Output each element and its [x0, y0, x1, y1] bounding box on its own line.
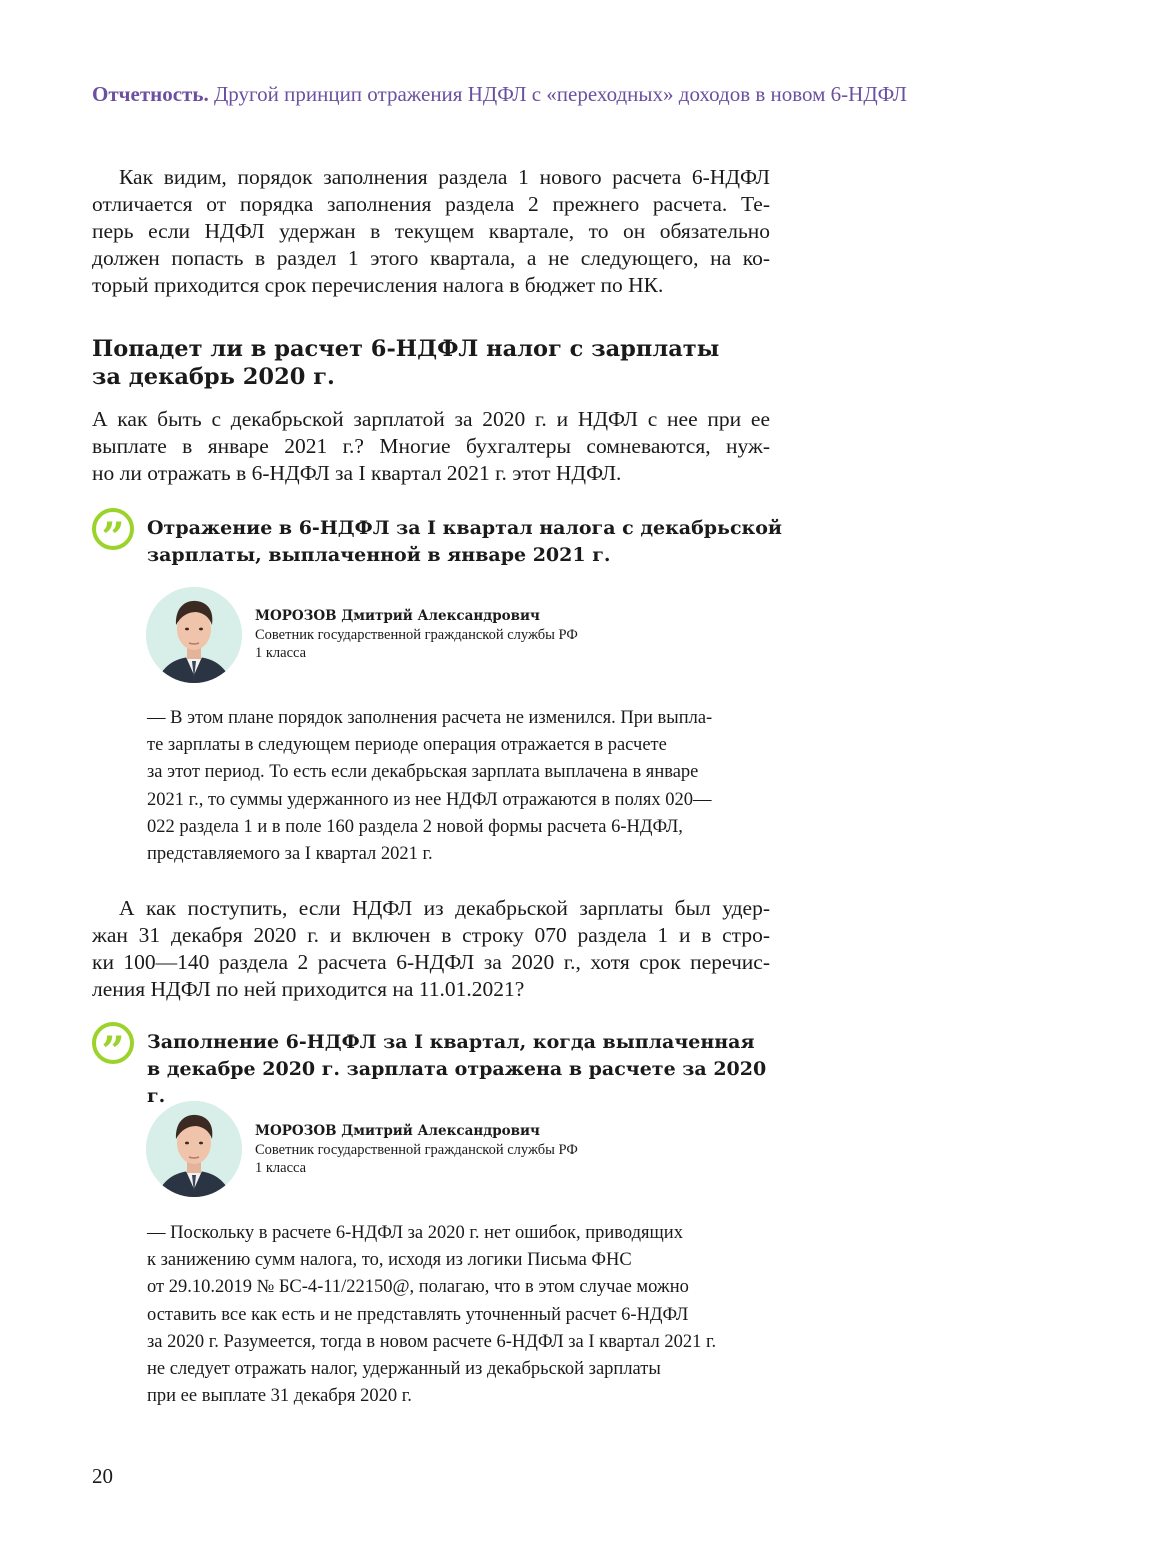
- paragraph-line: А как поступить, если НДФЛ из декабрьской зарплаты был удер-: [119, 896, 770, 920]
- answer-line: за 2020 г. Разумеется, тогда в новом расчете 6-НДФЛ за I квартал 2021 г.: [147, 1331, 717, 1352]
- quote-title-line: в декабре 2020 г. зарплата отражена в расчете за 2020 г.: [147, 1058, 767, 1107]
- author-avatar: [146, 587, 242, 683]
- author-avatar: [146, 1101, 242, 1197]
- paragraph-line: перь если НДФЛ удержан в текущем квартале, то он обязательно: [92, 219, 770, 243]
- quote-title-line: зарплаты, выплаченной в январе 2021 г.: [147, 544, 611, 566]
- answer-line: при ее выплате 31 декабря 2020 г.: [147, 1386, 412, 1407]
- heading-line: Попадет ли в расчет 6-НДФЛ налог с зарплаты: [92, 336, 720, 362]
- answer-line: — В этом плане порядок заполнения расчета не изменился. При выпла-: [147, 708, 713, 728]
- paragraph-line: но ли отражать в 6-НДФЛ за I квартал 2021 г. этот НДФЛ.: [92, 461, 622, 485]
- answer-line: к занижению сумм налога, то, исходя из логики Письма ФНС: [147, 1250, 632, 1271]
- paragraph-line: А как быть с декабрьской зарплатой за 2020 г. и НДФЛ с нее при ее: [92, 407, 770, 431]
- paragraph-1: [92, 164, 770, 299]
- paragraph-3: [92, 895, 770, 1003]
- author-role: Советник государственной гражданской службы РФ: [255, 626, 578, 643]
- answer-line: от 29.10.2019 № БС-4-11/22150@, полагаю, что в этом случае можно: [147, 1277, 689, 1298]
- page-number: 20: [92, 1464, 113, 1488]
- paragraph-line: ления НДФЛ по ней приходится на 11.01.2021?: [92, 977, 525, 1001]
- quote-answer: [147, 705, 772, 868]
- paragraph-line: Как видим, порядок заполнения раздела 1 нового расчета 6-НДФЛ: [119, 165, 770, 189]
- author-role: Советник государственной гражданской службы РФ: [255, 1141, 578, 1158]
- running-header: [92, 82, 1092, 107]
- paragraph-line: выплате в январе 2021 г.? Многие бухгалтеры сомневаются, нуж-: [92, 434, 770, 458]
- paragraph-line: должен попасть в раздел 1 этого квартала, а не следующего, на ко-: [92, 246, 770, 270]
- answer-line: 022 раздела 1 и в поле 160 раздела 2 новой формы расчета 6-НДФЛ,: [147, 816, 683, 837]
- paragraph-line: жан 31 декабря 2020 г. и включен в строку 070 раздела 1 и в стро-: [92, 923, 770, 947]
- author-name: МОРОЗОВ Дмитрий Александрович: [255, 608, 540, 624]
- paragraph-line: ки 100—140 раздела 2 расчета 6-НДФЛ за 2020 г., хотя срок перечис-: [92, 950, 770, 974]
- heading-line: за декабрь 2020 г.: [92, 364, 335, 390]
- answer-line: те зарплаты в следующем периоде операция отражается в расчете: [147, 735, 667, 756]
- quote-title-line: Заполнение 6-НДФЛ за I квартал, когда выплаченная: [147, 1031, 755, 1053]
- quote-title: [147, 1029, 787, 1110]
- header-section: Отчетность.: [92, 82, 209, 106]
- answer-line: 2021 г., то суммы удержанного из нее НДФЛ отражаются в полях 020—: [147, 789, 712, 810]
- author-role: 1 класса: [255, 1160, 307, 1176]
- quote-title-line: Отражение в 6-НДФЛ за I квартал налога с декабрьской: [147, 517, 783, 539]
- header-title: Другой принцип отражения НДФЛ с «переходных» доходов в новом 6-НДФЛ: [213, 82, 907, 106]
- quote-title: [147, 515, 787, 569]
- author-name: МОРОЗОВ Дмитрий Александрович: [255, 1123, 540, 1139]
- answer-line: за этот период. То есть если декабрьская зарплата выплачена в январе: [147, 762, 699, 783]
- answer-line: представляемого за I квартал 2021 г.: [147, 844, 433, 865]
- answer-line: — Поскольку в расчете 6-НДФЛ за 2020 г. нет ошибок, приводящих: [147, 1223, 683, 1243]
- paragraph-line: торый приходится срок перечисления налога в бюджет по НК.: [92, 273, 664, 297]
- author-info: [255, 607, 775, 663]
- author-info: [255, 1122, 775, 1178]
- paragraph-line: отличается от порядка заполнения раздела 2 прежнего расчета. Те-: [92, 192, 770, 216]
- quote-icon: ”: [92, 1022, 134, 1064]
- answer-line: оставить все как есть и не представлять уточненный расчет 6-НДФЛ: [147, 1304, 689, 1325]
- quote-answer: [147, 1220, 772, 1410]
- answer-line: не следует отражать налог, удержанный из декабрьской зарплаты: [147, 1359, 661, 1380]
- quote-icon: ”: [92, 508, 134, 550]
- section-heading: [92, 335, 792, 391]
- paragraph-2: [92, 406, 770, 487]
- author-role: 1 класса: [255, 645, 307, 661]
